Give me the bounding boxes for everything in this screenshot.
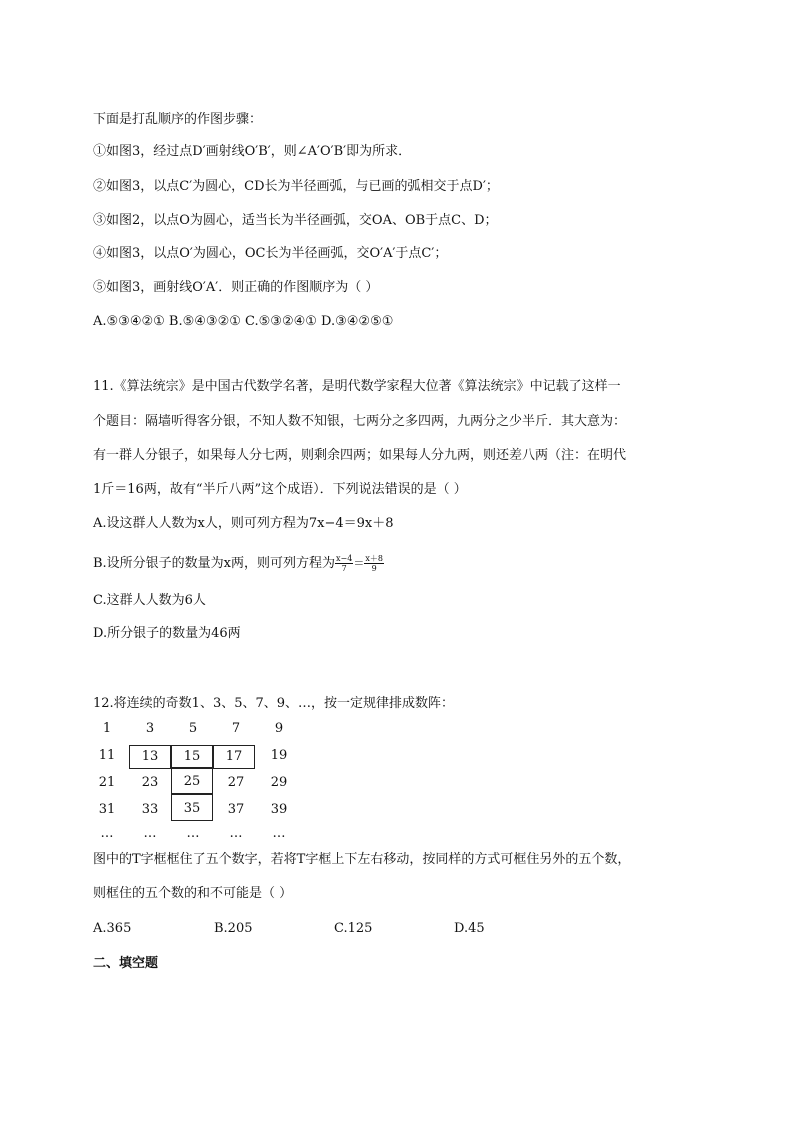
q12-option-c: C.125 (334, 921, 373, 936)
array-cell: … (229, 826, 243, 841)
array-cell: … (143, 826, 157, 841)
q10-intro: 下面是打乱顺序的作图步骤： (93, 112, 263, 127)
q10-step-2: ②如图3，以点C′为圆心，CD长为半径画弧，与已画的弧相交于点D′； (93, 179, 499, 194)
number-array-row (86, 799, 306, 821)
number-array-row (86, 823, 306, 845)
fraction-2-denominator: 9 (371, 564, 377, 573)
t-frame-cell: 17 (213, 745, 255, 769)
array-cell: 37 (227, 802, 245, 817)
number-array-row (86, 718, 306, 740)
array-cell: 5 (188, 721, 198, 736)
t-frame-cell: 15 (171, 745, 213, 769)
array-cell: 31 (98, 802, 116, 817)
array-cell: 27 (227, 775, 245, 790)
section-heading: 二、填空题 (93, 956, 159, 971)
t-frame-cell: 25 (171, 767, 213, 794)
array-cell: 3 (145, 721, 155, 736)
q11-option-b (93, 554, 384, 573)
number-array-row (86, 745, 306, 767)
fraction-1-denominator: 7 (341, 564, 347, 573)
array-cell: 1 (102, 721, 112, 736)
fraction-2-numerator: x＋8 (365, 554, 383, 563)
q10-step-4: ④如图3，以点O′为圆心，OC长为半径画弧，交O′A′于点C′； (93, 246, 448, 261)
array-cell: … (272, 826, 286, 841)
array-cell: 9 (274, 721, 284, 736)
array-cell: 11 (98, 748, 116, 763)
array-cell: … (186, 826, 200, 841)
equals-sign: ＝ (353, 557, 365, 570)
q11-line-2: 个题目：隔墙听得客分银，不知人数不知银，七两分之多四两，九两分之少半斤．其大意为： (93, 414, 627, 429)
t-frame-cell: 35 (171, 794, 213, 821)
q10-step-1: ①如图3，经过点D′画射线O′B′，则∠A′O′B′即为所求． (93, 144, 412, 159)
q11-option-a: A.设这群人人数为x人，则可列方程为7x−4＝9x＋8 (93, 516, 394, 531)
array-cell: 33 (141, 802, 159, 817)
fraction-2 (364, 554, 384, 573)
array-cell: 29 (270, 775, 288, 790)
number-array-row (86, 772, 306, 794)
q11-line-1: 11.《算法统宗》是中国古代数学名著，是明代数学家程大位著《算法统宗》中记载了这样一 (93, 379, 621, 394)
q11-line-3: 有一群人分银子，如果每人分七两，则剩余四两；如果每人分九两，则还差八两（注：在明代 (93, 448, 627, 463)
array-cell: 7 (231, 721, 241, 736)
q12-option-d: D.45 (454, 921, 485, 936)
q12-option-b: B.205 (214, 921, 253, 936)
array-cell: 19 (270, 748, 288, 763)
array-cell: 23 (141, 775, 159, 790)
array-cell: 21 (98, 775, 116, 790)
array-cell: 39 (270, 802, 288, 817)
q10-step-5: ⑤如图3，画射线O′A′．则正确的作图顺序为（ ） (93, 280, 379, 295)
q11-option-c: C.这群人人数为6人 (93, 593, 206, 608)
t-frame-cell: 13 (129, 745, 171, 769)
q10-options: A.⑤③④②① B.⑤④③②① C.⑤③②④① D.③④②⑤① (93, 314, 394, 329)
q11-option-d: D.所分银子的数量为46两 (93, 626, 241, 641)
fraction-1 (335, 554, 353, 573)
q12-option-a: A.365 (93, 921, 132, 936)
q11-line-4: 1斤＝16两，故有“半斤八两”这个成语）．下列说法错误的是（ ） (93, 482, 467, 497)
fraction-1-numerator: x−4 (336, 554, 353, 563)
q10-step-3: ③如图2，以点O为圆心，适当长为半径画弧，交OA、OB于点C、D； (93, 213, 498, 228)
q12-intro: 12.将连续的奇数1、3、5、7、9、…，按一定规律排成数阵： (93, 696, 455, 711)
q11-option-b-text: B.设所分银子的数量为x两，则可列方程为 (93, 556, 336, 571)
q12-line-2: 则框住的五个数的和不可能是（ ） (93, 886, 293, 901)
q12-line-1: 图中的T字框框住了五个数字，若将T字框上下左右移动，按同样的方式可框住另外的五个数， (93, 852, 631, 867)
array-cell: … (100, 826, 114, 841)
